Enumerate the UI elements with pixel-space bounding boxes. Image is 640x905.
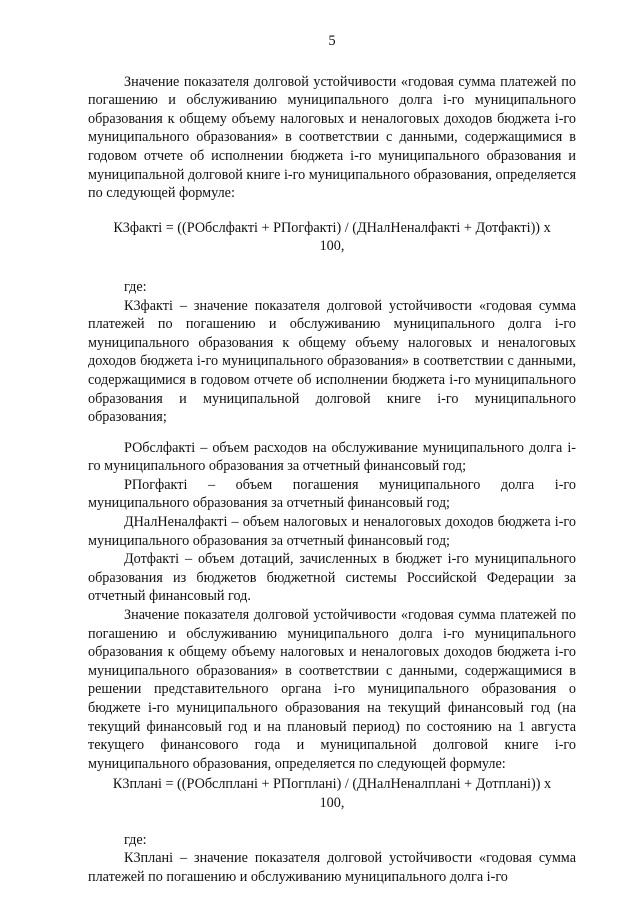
definition-robsl-fact: РОбслфакті – объем расходов на обслуживание муниципального долга i-го муниципального образования за отчетный финансовый год; — [88, 439, 576, 475]
definition-dnal-fact: ДНалНеналфакті – объем налоговых и неналоговых доходов бюджета i-го муниципального образования за отчетный финансовый год; — [88, 514, 576, 549]
where-label-1: где: — [124, 278, 147, 295]
paragraph-intro-fact: Значение показателя долговой устойчивости «годовая сумма платежей по погашению и обслуживанию муниципального долга i-го муниципального образования к общему объему налоговых и неналоговых доходов бюджета i-го муниципального образования» в соответствии с данными, содержащимися в годовом отчете об исполнении бюджета i-го муниципального образования и муниципальной долговой книге i-го муниципального образования, определяется по следующей формуле: — [88, 73, 576, 202]
definition-rpog-fact: РПогфакті – объем погашения муниципального долга i-го муниципального образования за отчетный финансовый год; — [88, 476, 576, 512]
formula-k3-plan: К3плані = ((РОбслплані + РПогплані) / (ДНалНеналплані + Дотплані)) x — [112, 776, 552, 793]
page-number: 5 — [328, 33, 336, 49]
definition-k3-plan: К3плані – значение показателя долговой устойчивости «годовая сумма платежей по погашению и обслуживанию муниципального долга i-го — [88, 850, 576, 885]
formula-k3-fact: К3факті = ((РОбслфакті + РПогфакті) / (ДНалНеналфакті + Дотфакті)) x — [113, 219, 551, 236]
formula-k3-plan-tail: 100, — [319, 794, 345, 811]
formula-k3-fact-tail: 100, — [319, 238, 345, 255]
paragraph-intro-plan: Значение показателя долговой устойчивости «годовая сумма платежей по погашению и обслуживанию муниципального долга i-го муниципального образования к общему объему налоговых и неналоговых доходов бюджета i-го муниципального образования» в соответствии с данными, содержащимися в решении представительного органа i-го муниципального образования о бюджете i-го муниципального образования на текущий финансовый год (на текущий финансовый год и на плановый период) по состоянию на 1 августа текущего финансового года и муниципальной долговой книге i-го муниципального образования, определяется по следующей формуле: — [88, 607, 576, 772]
definition-dot-fact: Дотфакті – объем дотаций, зачисленных в бюджет i-го муниципального образования из бюджетов бюджетной системы Российской Федерации за отчетный финансовый год. — [88, 551, 576, 605]
where-label-2: где: — [124, 831, 147, 848]
definition-k3-fact: К3факті – значение показателя долговой устойчивости «годовая сумма платежей по погашению и обслуживанию муниципального долга i-го муниципального образования к общему объему налоговых и неналоговых доходов бюджета i-го муниципального образования» в соответствии с данными, содержащимися в годовом отчете об исполнении бюджета i-го муниципального образования и муниципальной долговой книге i-го муниципального образования; — [88, 297, 576, 426]
